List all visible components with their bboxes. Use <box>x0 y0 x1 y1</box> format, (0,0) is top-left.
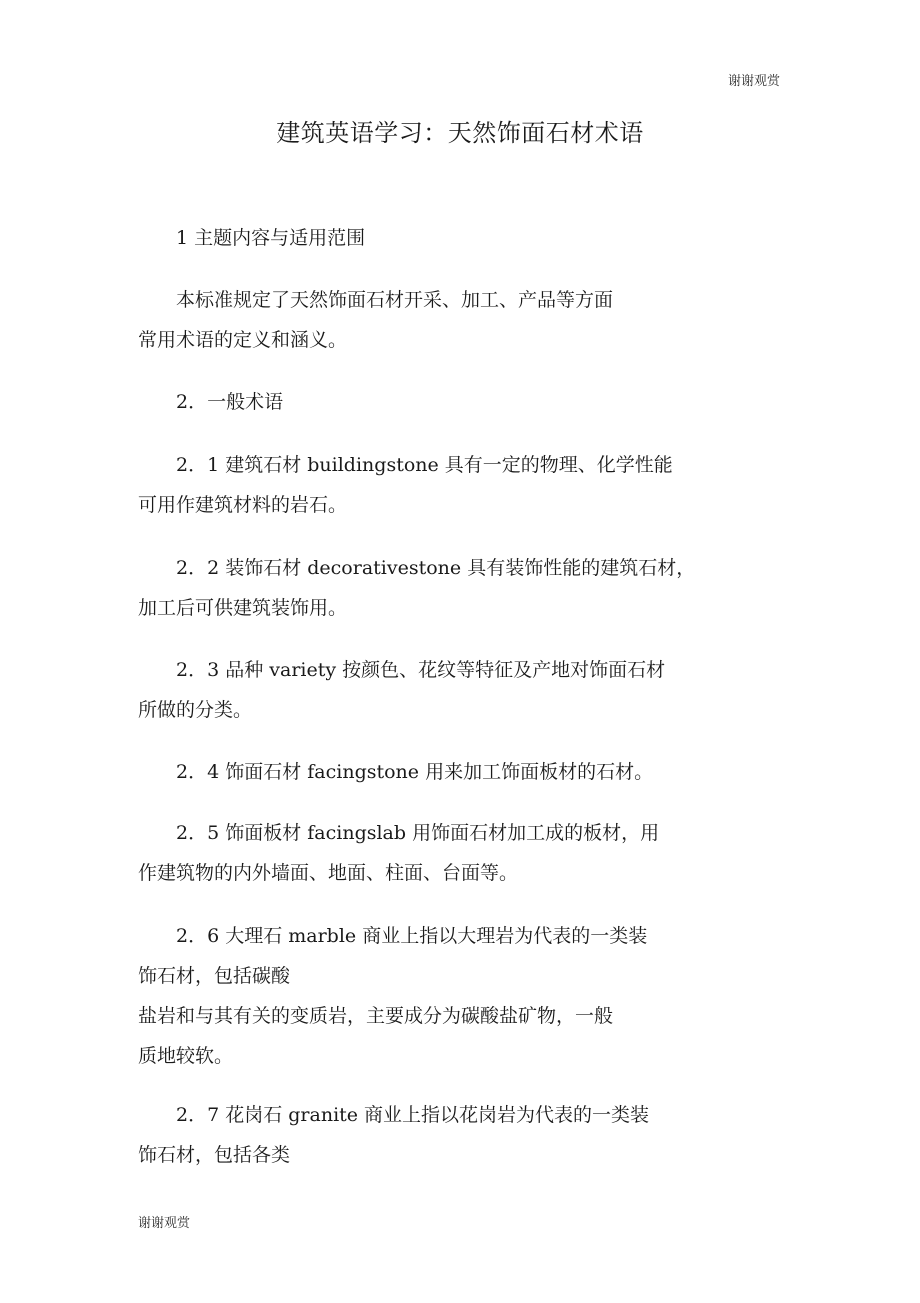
paragraph-line: 质地较软。 <box>138 1045 234 1067</box>
paragraph-line: 作建筑物的内外墙面、地面、柱面、台面等。 <box>138 862 519 884</box>
paragraph-line: 饰石材，包括碳酸 <box>138 965 291 987</box>
term-facing-slab <box>138 813 698 893</box>
paragraph-line: 饰石材，包括各类 <box>138 1144 291 1166</box>
section-heading-scope <box>138 218 698 258</box>
paragraph-line: 2．一般术语 <box>176 391 284 413</box>
paragraph-line: 2．6 大理石 marble 商业上指以大理岩为代表的一类装 <box>176 925 648 947</box>
term-decorative-stone <box>138 548 698 628</box>
term-granite <box>138 1095 698 1175</box>
term-variety <box>138 650 698 730</box>
paragraph-line: 2．1 建筑石材 buildingstone 具有一定的物理、化学性能 <box>176 454 673 476</box>
term-marble <box>138 916 698 1076</box>
paragraph-line: 2．5 饰面板材 facingslab 用饰面石材加工成的板材，用 <box>176 822 660 844</box>
term-building-stone <box>138 445 698 525</box>
paragraph-line: 2．4 饰面石材 facingstone 用来加工饰面板材的石材。 <box>176 761 654 783</box>
page-header-text: 谢谢观赏 <box>727 74 780 89</box>
paragraph-line: 常用术语的定义和涵义。 <box>138 329 348 351</box>
paragraph-line: 2．7 花岗石 granite 商业上指以花岗岩为代表的一类装 <box>176 1104 650 1126</box>
paragraph-scope-description <box>138 280 698 360</box>
paragraph-line: 1 主题内容与适用范围 <box>176 227 366 249</box>
paragraph-line: 盐岩和与其有关的变质岩，主要成分为碳酸盐矿物，一般 <box>138 1005 614 1027</box>
paragraph-line: 加工后可供建筑装饰用。 <box>138 597 348 619</box>
paragraph-line: 所做的分类。 <box>138 699 253 721</box>
document-title: 建筑英语学习：天然饰面石材术语 <box>276 119 644 147</box>
term-facing-stone <box>138 752 698 792</box>
page-footer-text: 谢谢观赏 <box>138 1216 191 1231</box>
paragraph-line: 2．3 品种 variety 按颜色、花纹等特征及产地对饰面石材 <box>176 659 666 681</box>
paragraph-line: 2．2 装饰石材 decorativestone 具有装饰性能的建筑石材， <box>176 557 696 579</box>
section-heading-general-terms <box>138 382 698 422</box>
paragraph-line: 可用作建筑材料的岩石。 <box>138 494 348 516</box>
paragraph-line: 本标准规定了天然饰面石材开采、加工、产品等方面 <box>176 289 614 311</box>
